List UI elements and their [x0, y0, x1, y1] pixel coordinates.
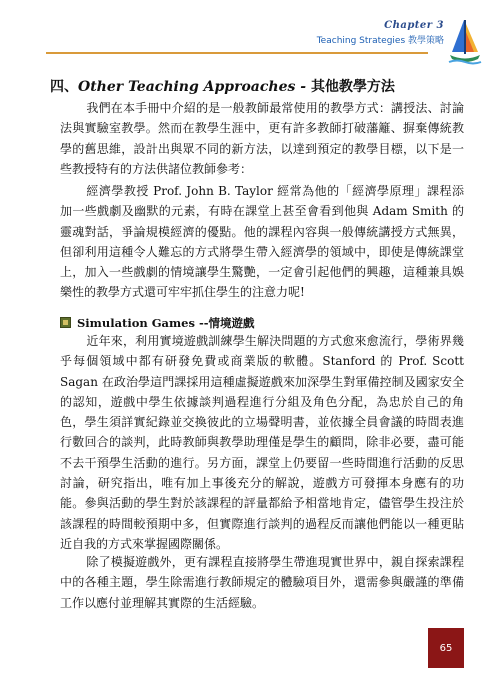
section-title	[50, 76, 470, 96]
fieldwork-paragraph: 除了模擬遊戲外，更有課程直接將學生帶進現實世界中，親自探索課程中的各種主題，學生除需進行教師規定的體驗項目外，還需參與嚴謹的準備工作以應付並理解其實際的生活經驗。	[60, 555, 464, 610]
chapter-header	[317, 20, 444, 46]
taylor-paragraph: 經濟學教授 Prof. John B. Taylor 經常為他的「經濟學原理」課程添加一些戲劇及幽默的元素，有時在課堂上甚至會看到他與 Adam Smith 的靈魂對話，爭論規模經濟的優點。他的課程內容與一般傳統講授方式無異，但卻利用這種令人難忘的方式將學生帶入經濟學的領域中，即使是傳統課堂上，加入一些戲劇的情境讓學生驚艷，一定會引起他們的興趣，這種兼具娛樂性的教學方式還可牢牢抓住學生的注意力呢!	[60, 184, 464, 300]
section-title-english: Other Teaching Approaches -	[78, 79, 311, 95]
sailboat-icon	[448, 18, 482, 66]
section-title-chinese: 其他教學方法	[310, 79, 395, 95]
section-number: 四、	[50, 79, 78, 95]
chapter-label: Chapter 3	[384, 20, 444, 31]
subsection-title-chinese: --情境遊戲	[199, 316, 255, 330]
simulation-paragraph: 近年來，利用實境遊戲訓練學生解決問題的方式愈來愈流行，學術界幾乎每個領域中都有研發免費或商業版的軟體。Stanford 的 Prof. Scott Sagan 在政治學這門課採用這種虛擬遊戲來加深學生對軍備控制及國家安全的認知，遊戲中學生依據談判過程進行分組及角色分配，為忠於自己的角色，學生須詳實紀錄並交換彼此的立場聲明書，並依據全員會議的時間表進行數回合的談判，此時教師與教學助理僅是學生的顧問，除非必要，盡可能不去干預學生活動的進行。另方面，課堂上仍要留一些時間進行活動的反思討論，研究指出，唯有加上事後充分的解說，遊戲方可發揮本身應有的功能。參與活動的學生對於該課程的評量都給予相當地肯定，儘管學生投注於該課程的時間較預期中多，但實際進行談判的過程反而讓他們能以一種更貼近自我的方式來掌握國際關係。	[60, 334, 464, 551]
page-number: 65	[428, 628, 464, 668]
header-rule	[46, 52, 428, 54]
intro-paragraph: 我們在本手冊中介紹的是一般教師最常使用的教學方式：講授法、討論法與實驗室教學。然而在教學生涯中，更有許多教師打破藩籬、摒棄傳統教學的舊思維，設計出與眾不同的新方法，以達到預定的教學目標，以下是一些教授特有的方法供諸位教師參考：	[60, 101, 464, 176]
bullet-square-icon	[60, 317, 71, 328]
subsection-title-english: Simulation Games	[77, 316, 195, 330]
chapter-subtitle: Teaching Strategies 教學策略	[316, 36, 444, 46]
subsection-heading	[60, 315, 255, 331]
